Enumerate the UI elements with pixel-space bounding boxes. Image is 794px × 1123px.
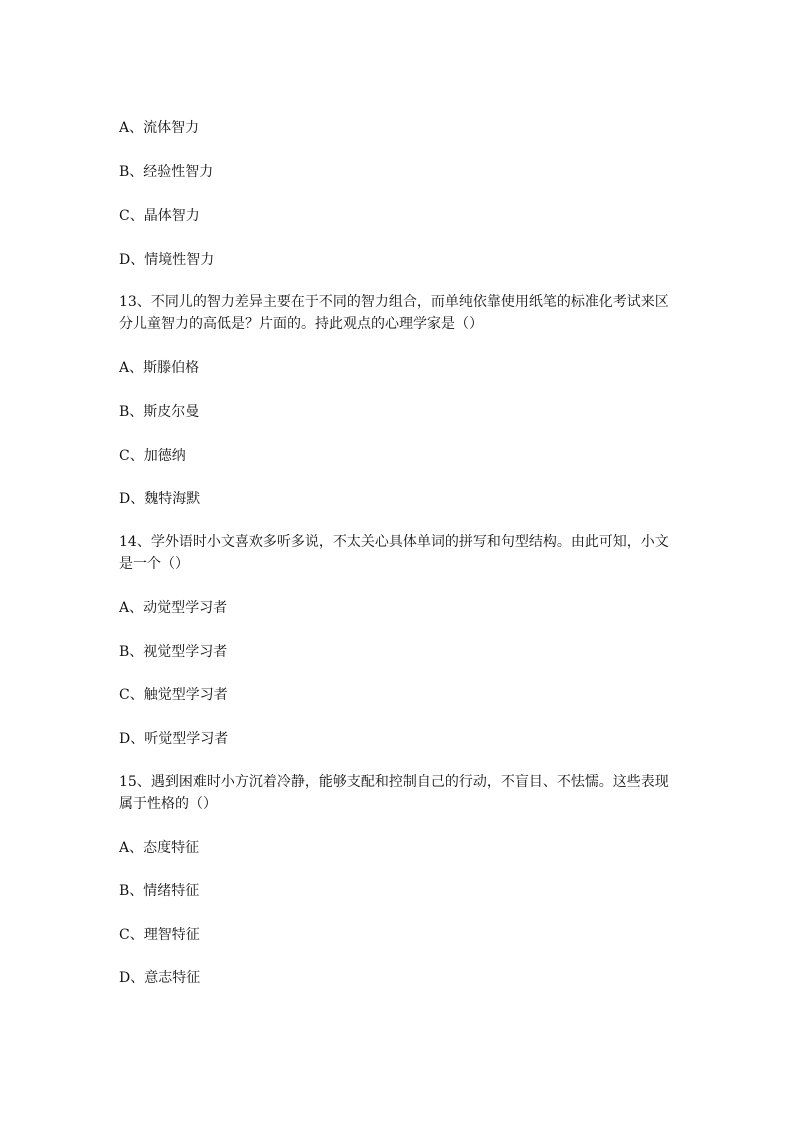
option-d: D、情境性智力 bbox=[119, 252, 215, 268]
option-d: D、听觉型学习者 bbox=[119, 731, 229, 747]
option-a: A、斯滕伯格 bbox=[119, 360, 200, 376]
option-b: B、情绪特征 bbox=[119, 883, 200, 899]
option-a: A、态度特征 bbox=[119, 840, 200, 856]
option-c: C、触觉型学习者 bbox=[119, 687, 228, 703]
question-14-stem-line2: 是一个（） bbox=[119, 556, 189, 572]
option-a: A、动觉型学习者 bbox=[119, 600, 228, 616]
option-b: B、斯皮尔曼 bbox=[119, 404, 200, 420]
option-c: C、加德纳 bbox=[119, 448, 186, 464]
option-a: A、流体智力 bbox=[119, 120, 200, 136]
question-15-stem-line1: 15、遇到困难时小方沉着冷静，能够支配和控制自己的行动，不盲目、不怯懦。这些表现 bbox=[119, 774, 669, 790]
question-14-stem-line1: 14、学外语时小文喜欢多听多说，不太关心具体单词的拼写和句型结构。由此可知，小文 bbox=[119, 534, 669, 550]
option-d: D、意志特征 bbox=[119, 970, 201, 986]
option-c: C、理智特征 bbox=[119, 927, 200, 943]
question-13-stem-line1: 13、不同儿的智力差异主要在于不同的智力组合，而单纯依靠使用纸笔的标准化考试来区 bbox=[119, 294, 669, 310]
option-d: D、魏特海默 bbox=[119, 491, 201, 507]
option-b: B、经验性智力 bbox=[119, 164, 214, 180]
option-c: C、晶体智力 bbox=[119, 208, 200, 224]
question-15-stem-line2: 属于性格的（） bbox=[119, 796, 217, 812]
question-13-stem-line2: 分儿童智力的高低是？片面的。持此观点的心理学家是（） bbox=[119, 316, 483, 332]
option-b: B、视觉型学习者 bbox=[119, 644, 228, 660]
